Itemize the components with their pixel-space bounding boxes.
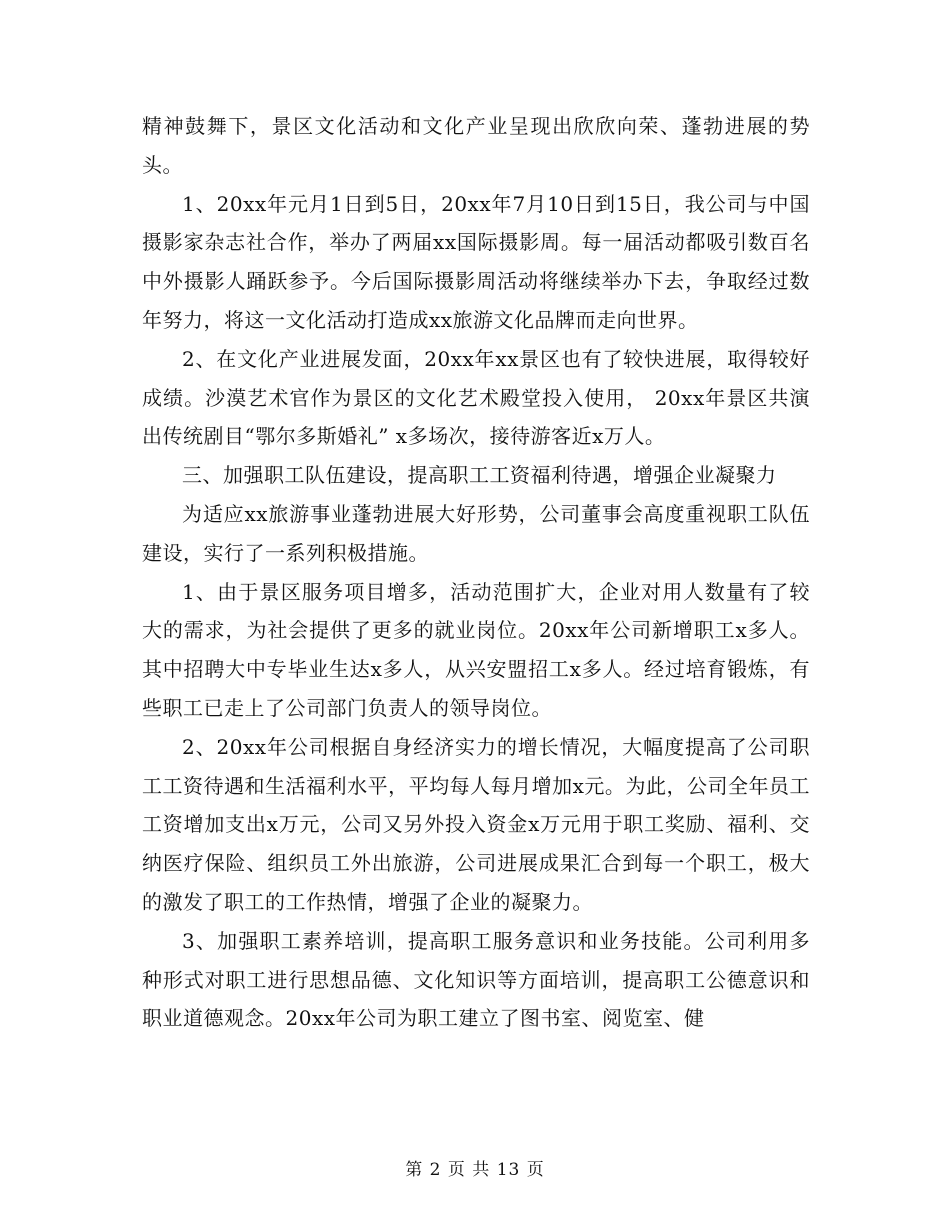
page-number-footer: 第 2 页 共 13 页 (405, 1160, 545, 1180)
paragraph-photography-week: 1、20xx年元月1日到5日，20xx年7月10日到15日，我公司与中国摄影家杂志社合作，举办了两届xx国际摄影周。每一届活动都吸引数百名中外摄影人踊跃参予。今后国际摄影周活动将继续举办下去，争取经过数年努力，将这一文化活动打造成xx旅游文化品牌而走向世界。 (142, 191, 810, 332)
paragraph-continuation: 精神鼓舞下，景区文化活动和文化产业呈现出欣欣向荣、蓬勃进展的势头。 (142, 114, 810, 177)
section-heading-staff: 三、加强职工队伍建设，提高职工工资福利待遇，增强企业凝聚力 (182, 463, 777, 488)
paragraph-cultural-industry: 2、在文化产业进展发面，20xx年xx景区也有了较快进展，取得较好成绩。沙漠艺术官作为景区的文化艺术殿堂投入使用， 20xx年景区共演出传统剧目“鄂尔多斯婚礼” x多场次，接待游客近x万人。 (142, 346, 810, 449)
document-body (142, 107, 810, 1038)
paragraph-staff-intro: 为适应xx旅游事业蓬勃进展大好形势，公司董事会高度重视职工队伍建设，实行了一系列积极措施。 (142, 501, 810, 565)
paragraph-wages: 2、20xx年公司根据自身经济实力的增长情况，大幅度提高了公司职工工资待遇和生活福利水平，平均每人每月增加x元。为此，公司全年员工工资增加支出x万元，公司又另外投入资金x万元用于职工奖励、福利、交纳医疗保险、组织员工外出旅游，公司进展成果汇合到每一个职工，极大的激发了职工的工作热情，增强了企业的凝聚力。 (142, 734, 810, 914)
paragraph-training: 3、加强职工素养培训，提高职工服务意识和业务技能。公司利用多种形式对职工进行思想品德、文化知识等方面培训，提高职工公德意识和职业道德观念。20xx年公司为职工建立了图书室、阅览室、健 (142, 928, 810, 1031)
paragraph-employment: 1、由于景区服务项目增多，活动范围扩大，企业对用人数量有了较大的需求，为社会提供了更多的就业岗位。20xx年公司新增职工x多人。其中招聘大中专毕业生达x多人，从兴安盟招工x多人。经过培育锻炼，有些职工已走上了公司部门负责人的领导岗位。 (142, 579, 810, 720)
